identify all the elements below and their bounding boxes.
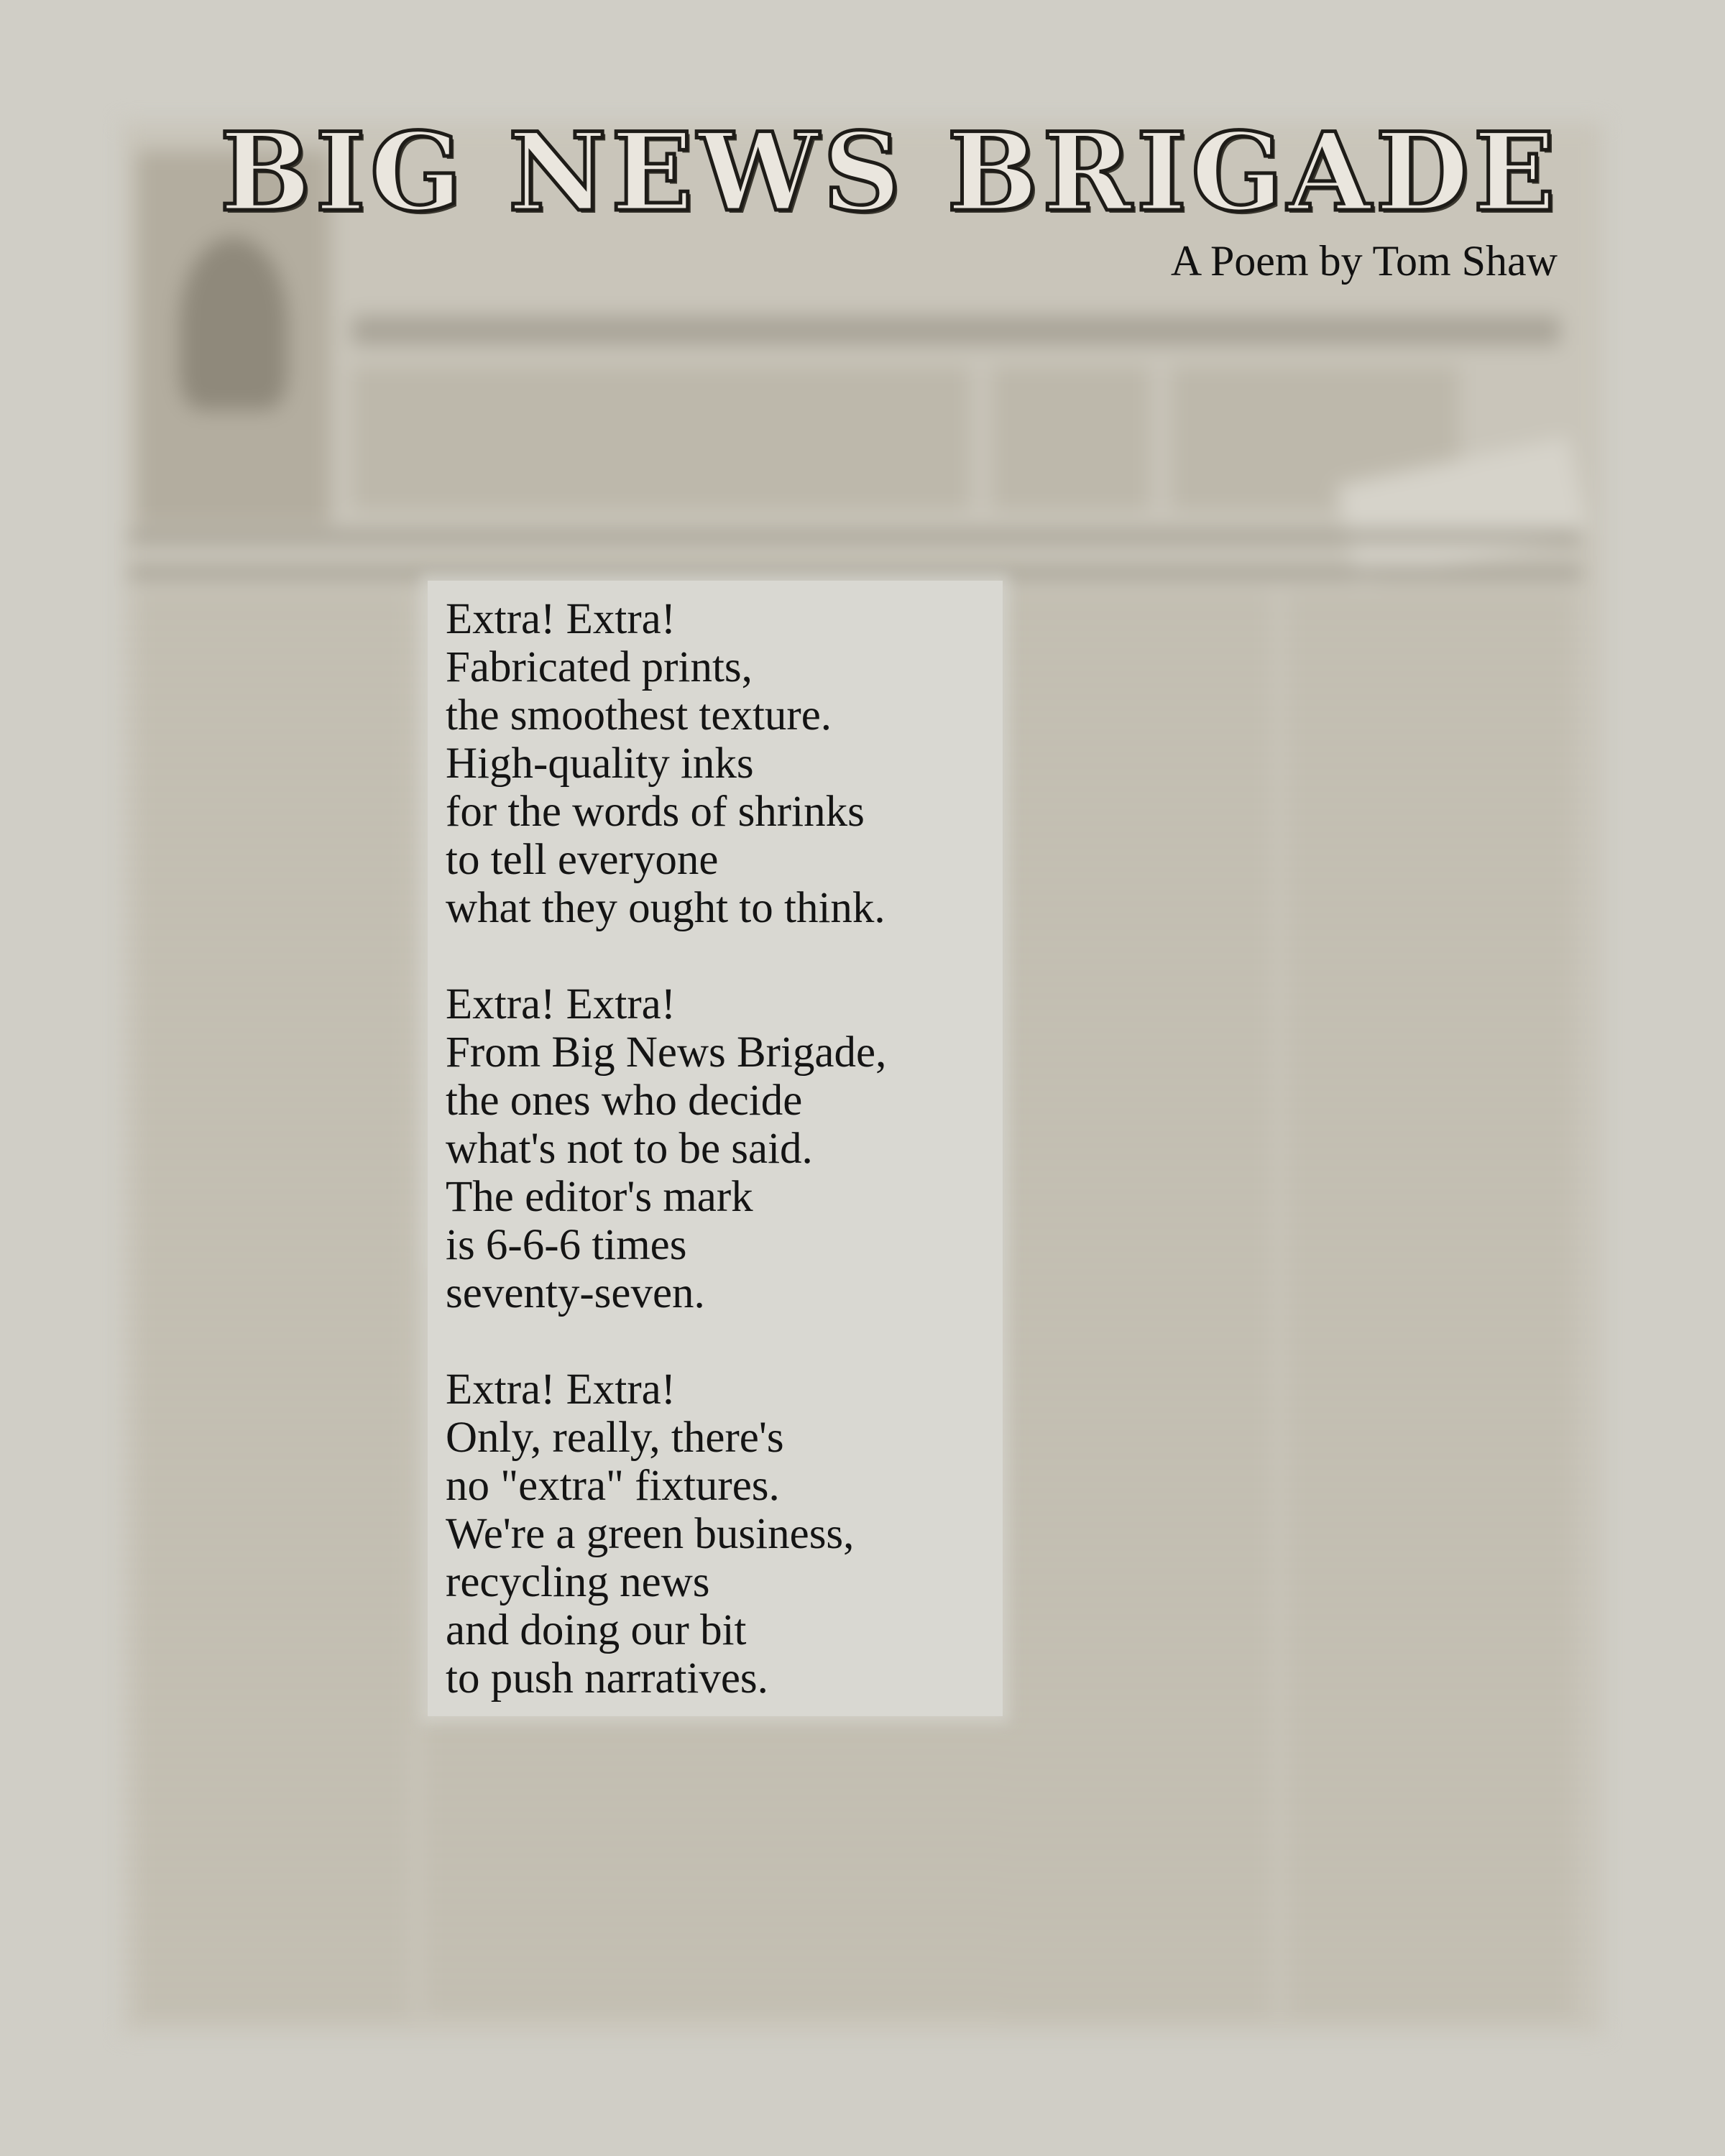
newspaper-rule [129,568,1581,578]
poem-line: the smoothest texture. [446,691,832,740]
poem-line: what they ought to think. [446,884,886,932]
poem-line: seventy-seven. [446,1269,705,1317]
poem-line: to push narratives. [446,1654,768,1703]
newspaper-column [137,596,410,2019]
poem-line: the ones who decide [446,1077,803,1125]
newspaper-rule [129,532,1581,542]
poem-line: Extra! Extra! [446,1365,676,1414]
poem-line: Only, really, there's [446,1414,784,1462]
poem-line: Fabricated prints, [446,643,753,691]
poem-byline: A Poem by Tom Shaw [1170,237,1558,285]
poem-stanza-2 [446,980,886,1317]
poem-line: From Big News Brigade, [446,1028,887,1077]
poem-text [446,595,886,1703]
poem-line: High-quality inks [446,740,754,788]
poem-line: We're a green business, [446,1510,855,1558]
newspaper-text-block [352,367,970,510]
poem-line: for the words of shrinks [446,788,865,836]
poem-line: no "extra" fixtures. [446,1462,780,1510]
poem-line: to tell everyone [446,836,719,884]
newspaper-column [999,596,1272,2019]
poem-line: what's not to be said. [446,1125,813,1173]
newspaper-text-block [992,367,1150,510]
poem-line: and doing our bit [446,1606,747,1654]
newspaper-column [1287,596,1574,2019]
poem-line: recycling news [446,1558,710,1606]
poem-line: The editor's mark [446,1173,753,1221]
newspaper-headline-strip [352,316,1560,345]
poem-stanza-3 [446,1365,886,1703]
poem-line: is 6-6-6 times [446,1221,687,1269]
poem-stanza-1 [446,595,886,932]
poem-line: Extra! Extra! [446,980,676,1028]
poem-line: Extra! Extra! [446,595,676,643]
poem-title: BIG NEWS BRIGADE [219,109,1560,236]
